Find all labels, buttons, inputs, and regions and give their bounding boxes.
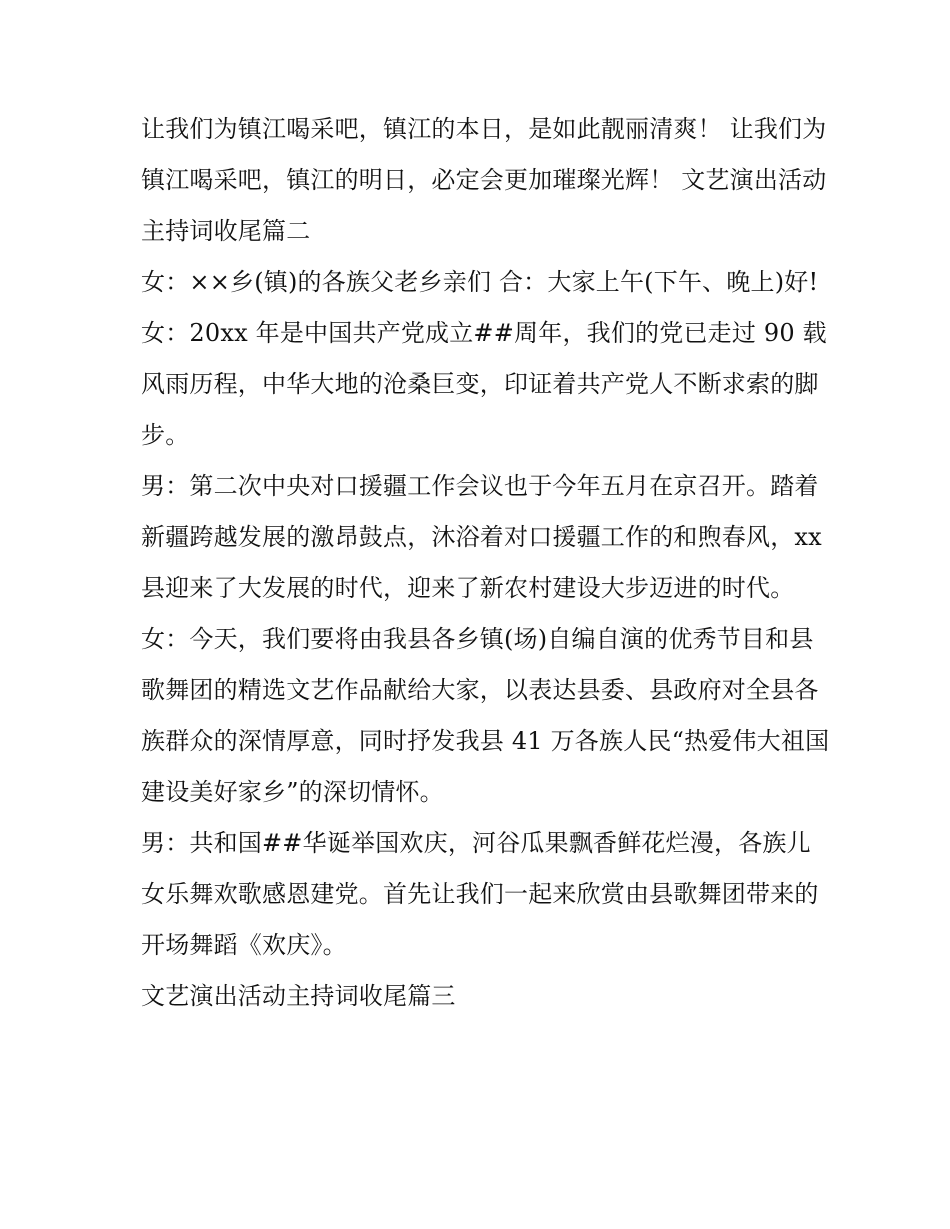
paragraph-female-anniversary: 女：20xx 年是中国共产党成立##周年，我们的党已走过 90 载风雨历程，中华大地的沧桑巨变，印证着共产党人不断求索的脚步。 xyxy=(141,319,827,449)
paragraph-male-opening-dance: 男：共和国##华诞举国欢庆，河谷瓜果飘香鲜花烂漫，各族儿女乐舞欢歌感恩建党。首先让我们一起来欣赏由县歌舞团带来的开场舞蹈《欢庆》。 xyxy=(141,829,819,959)
paragraph-female-greeting: 女：××乡(镇)的各族父老乡亲们 合：大家上午(下午、晚上)好! xyxy=(141,268,819,296)
paragraph-female-program: 女：今天，我们要将由我县各乡镇(场)自编自演的优秀节目和县歌舞团的精选文艺作品献给大家，以表达县委、县政府对全县各族群众的深情厚意，同时抒发我县 41 万各族人民“热爱伟大祖国建设美好家乡”的深切情怀。 xyxy=(141,625,830,806)
document-body xyxy=(141,104,831,1022)
paragraph-male-xinjiang: 男：第二次中央对口援疆工作会议也于今年五月在京召开。踏着新疆跨越发展的激昂鼓点，沐浴着对口援疆工作的和煦春风，xx 县迎来了大发展的时代，迎来了新农村建设大步迈进的时代。 xyxy=(141,472,822,602)
section-heading-part-three: 文艺演出活动主持词收尾篇三 xyxy=(141,982,456,1010)
paragraph-closing-words: 让我们为镇江喝采吧，镇江的本日，是如此靓丽清爽！ 让我们为镇江喝采吧，镇江的明日，必定会更加璀璨光辉！ 文艺演出活动主持词收尾篇二 xyxy=(141,115,827,245)
